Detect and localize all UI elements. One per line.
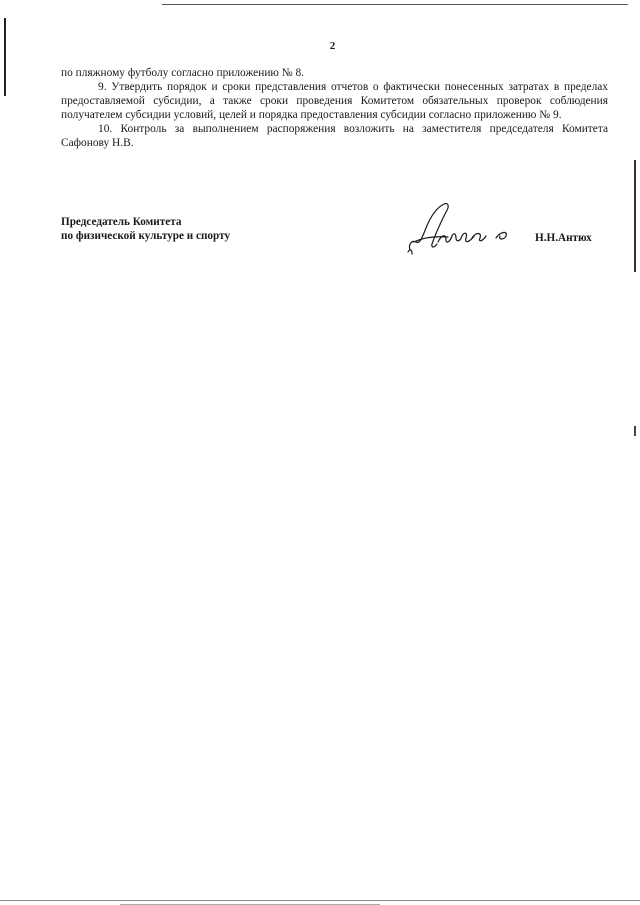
paragraph-item-9: 9. Утвердить порядок и сроки представления отчетов о фактически понесенных затратах в пределах предоставляемой субсидии, а также сроки проведения Комитетом обязательных проверок соблюдения получателем субсидии условий, целей и порядка предоставления субсидии согласно приложению № 9. bbox=[61, 81, 608, 121]
scan-edge-right bbox=[634, 160, 636, 272]
scan-edge-right-mark bbox=[634, 426, 636, 436]
document-body bbox=[61, 66, 608, 150]
signer-title bbox=[61, 215, 230, 243]
signer-title-line-1: Председатель Комитета bbox=[61, 216, 182, 228]
scan-border-top bbox=[162, 4, 628, 5]
scan-border-bottom bbox=[0, 900, 640, 901]
page-number: 2 bbox=[329, 40, 336, 52]
signer-title-line-2: по физической культуре и спорту bbox=[61, 230, 231, 242]
paragraph-continuation: по пляжному футболу согласно приложению № 8. bbox=[61, 67, 305, 79]
paragraph-item-10: 10. Контроль за выполнением распоряжения возложить на заместителя председателя Комитета Сафонову Н.В. bbox=[61, 123, 608, 149]
signer-name: Н.Н.Антюх bbox=[535, 232, 592, 244]
scan-edge-left bbox=[4, 18, 6, 96]
handwritten-signature bbox=[404, 198, 516, 256]
